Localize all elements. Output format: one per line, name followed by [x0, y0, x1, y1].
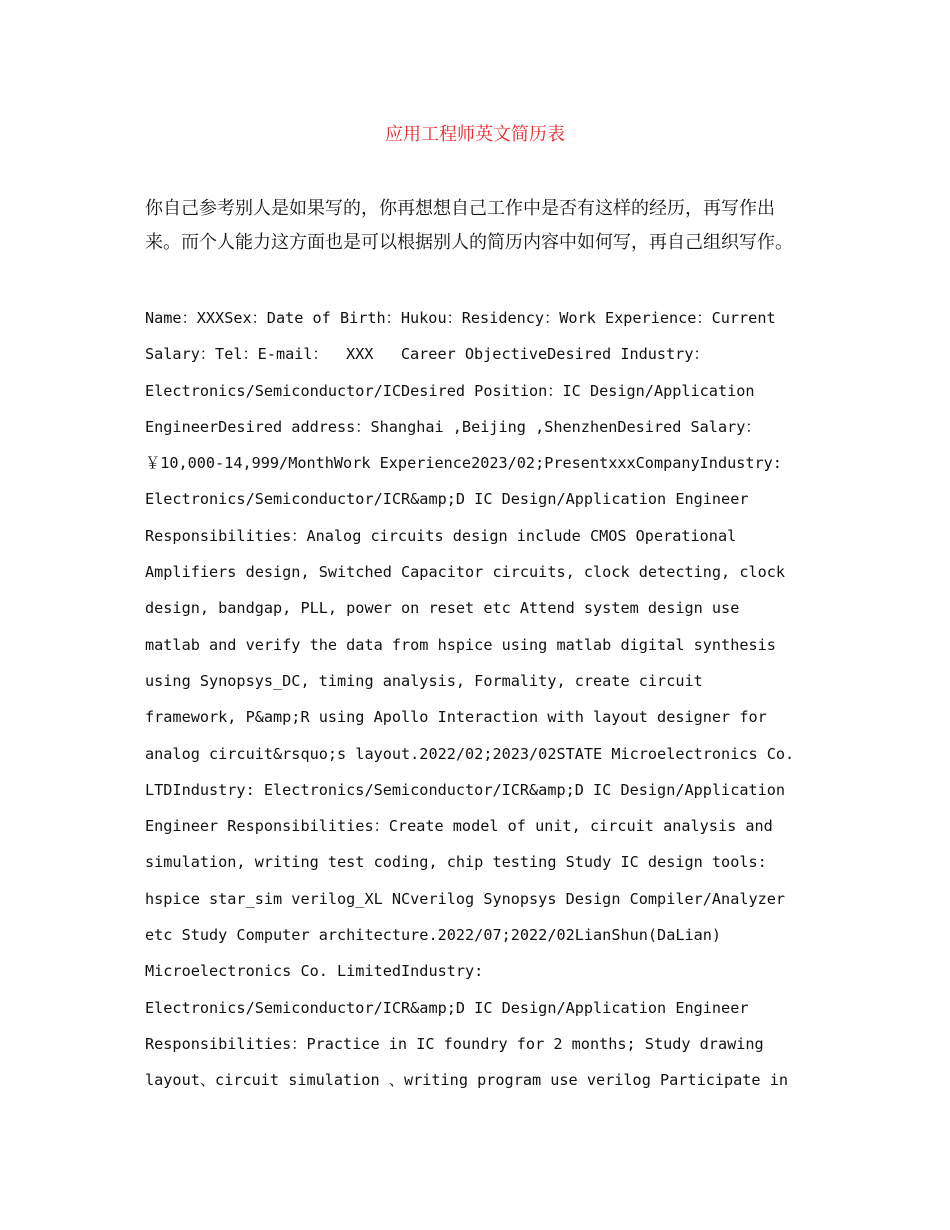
body-line: Salary：Tel：E-mail： XXX Career ObjectiveDesired Industry： — [145, 345, 709, 364]
body-line: Responsibilities：Analog circuits design include CMOS Operational — [145, 526, 737, 545]
body-line: analog circuit&rsquo;s layout.2022/02;2023/02STATE Microelectronics Co. — [145, 744, 795, 763]
body-line: design, bandgap, PLL, power on reset etc Attend system design use — [145, 599, 740, 618]
body-line: Name：XXXSex：Date of Birth：Hukou：Residency：Work Experience：Current — [145, 309, 776, 327]
body-line: Electronics/Semiconductor/ICDesired Position：IC Design/Application — [145, 381, 755, 400]
body-line: Microelectronics Co. LimitedIndustry: — [145, 962, 484, 981]
body-line: matlab and verify the data from hspice using matlab digital synthesis — [145, 635, 776, 654]
intro-paragraph: 你自己参考别人是如果写的，你再想想自己工作中是否有这样的经历，再写作出来。而个人能力这方面也是可以根据别人的简历内容中如何写，再自己组织写作。 — [145, 198, 793, 253]
body-line: Amplifiers design, Switched Capacitor circuits, clock detecting, clock — [145, 563, 786, 582]
body-line: ￥10,000-14,999/MonthWork Experience2023/02;PresentxxxCompanyIndustry: — [145, 454, 782, 473]
body-line: Responsibilities：Practice in IC foundry for 2 months; Study drawing — [145, 1034, 764, 1053]
body-line: framework, P&amp;R using Apollo Interaction with layout designer for — [145, 708, 767, 727]
body-line: using Synopsys_DC, timing analysis, Formality, create circuit — [145, 671, 703, 690]
document-title: 应用工程师英文简历表 — [385, 124, 565, 145]
body-line: hspice star_sim verilog_XL NCverilog Synopsys Design Compiler/Analyzer — [145, 889, 786, 908]
body-line: EngineerDesired address：Shanghai ,Beijing ,ShenzhenDesired Salary： — [145, 417, 761, 436]
body-line: simulation, writing test coding, chip testing Study IC design tools: — [145, 853, 767, 872]
body-line: LTDIndustry: Electronics/Semiconductor/ICR&amp;D IC Design/Application — [145, 780, 786, 799]
body-line: etc Study Computer architecture.2022/07;2022/02LianShun(DaLian) — [145, 926, 722, 945]
body-line: Electronics/Semiconductor/ICR&amp;D IC Design/Application Engineer — [145, 490, 749, 509]
resume-body — [145, 300, 811, 1099]
body-line: layout、circuit simulation 、writing program use verilog Participate in — [145, 1071, 788, 1090]
body-line: Engineer Responsibilities：Create model of unit, circuit analysis and — [145, 817, 773, 836]
body-line: Electronics/Semiconductor/ICR&amp;D IC Design/Application Engineer — [145, 998, 749, 1017]
